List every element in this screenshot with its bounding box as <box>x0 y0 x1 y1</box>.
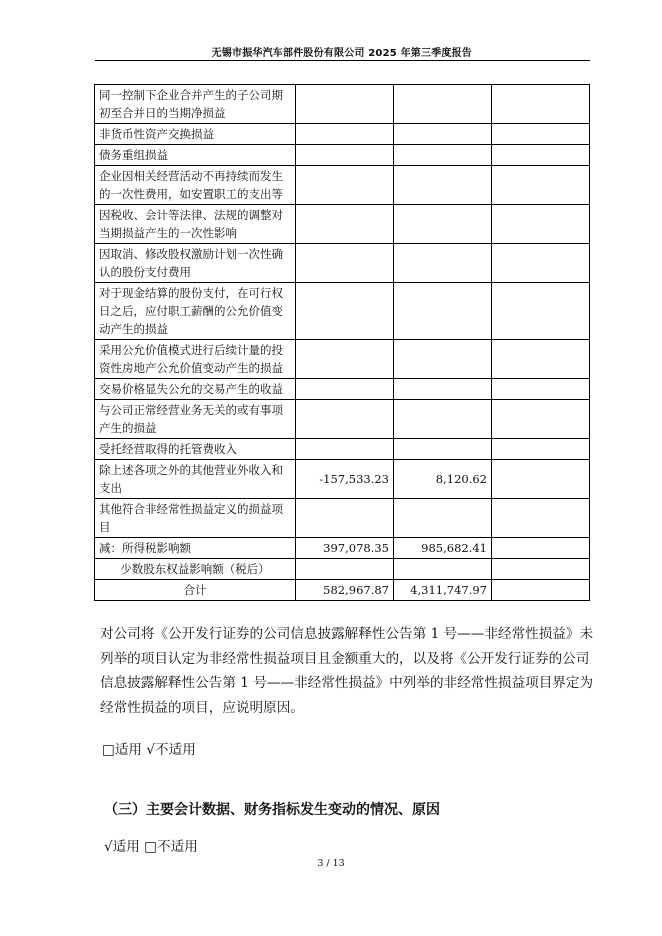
row-label: 企业因相关经营活动不再持续而发生的一次性费用，如安置职工的支出等 <box>95 166 296 205</box>
note-cell <box>492 538 590 559</box>
note-cell <box>492 205 590 244</box>
value-cell-current <box>296 379 394 400</box>
value-cell-ytd <box>394 559 492 580</box>
note-cell <box>492 439 590 460</box>
row-label: 对于现金结算的股份支付，在可行权日之后，应付职工薪酬的公允价值变动产生的损益 <box>95 283 296 340</box>
value-cell-ytd: 8,120.62 <box>394 460 492 499</box>
value-cell-ytd <box>394 145 492 166</box>
table-row <box>95 499 590 538</box>
row-label: 非货币性资产交换损益 <box>95 124 296 145</box>
table-row <box>95 244 590 283</box>
total-label: 合计 <box>95 580 296 601</box>
value-cell-current <box>296 499 394 538</box>
note-cell <box>492 559 590 580</box>
section-heading: （三）主要会计数据、财务指标发生变动的情况、原因 <box>104 802 440 818</box>
value-cell-current <box>296 85 394 124</box>
note-cell <box>492 400 590 439</box>
table-row <box>95 124 590 145</box>
value-cell-current: -157,533.23 <box>296 460 394 499</box>
applicability-option: □适用 √不适用 <box>102 742 196 758</box>
row-label: 与公司正常经营业务无关的或有事项产生的损益 <box>95 400 296 439</box>
value-cell-ytd <box>394 166 492 205</box>
table-row <box>95 460 590 499</box>
table-row <box>95 166 590 205</box>
value-cell-ytd <box>394 85 492 124</box>
note-cell <box>492 166 590 205</box>
table-row <box>95 439 590 460</box>
report-header-title: 无锡市振华汽车部件股份有限公司 2025 年第三季度报告 <box>211 48 472 59</box>
value-cell-current <box>296 283 394 340</box>
non-recurring-items-table <box>94 84 590 601</box>
table-row <box>95 559 590 580</box>
note-cell <box>492 499 590 538</box>
table-row <box>95 379 590 400</box>
row-label: 交易价格显失公允的交易产生的收益 <box>95 379 296 400</box>
row-label: 债务重组损益 <box>95 145 296 166</box>
header-divider <box>95 60 590 61</box>
row-label: 减：所得税影响额 <box>95 538 296 559</box>
note-cell <box>492 283 590 340</box>
value-cell-ytd <box>394 400 492 439</box>
note-cell <box>492 340 590 379</box>
note-cell <box>492 460 590 499</box>
value-cell-current <box>296 439 394 460</box>
note-cell <box>492 379 590 400</box>
value-cell-ytd <box>394 244 492 283</box>
row-label: 因税收、会计等法律、法规的调整对当期损益产生的一次性影响 <box>95 205 296 244</box>
row-label: 除上述各项之外的其他营业外收入和支出 <box>95 460 296 499</box>
table-row <box>95 538 590 559</box>
row-label: 其他符合非经常性损益定义的损益项目 <box>95 499 296 538</box>
value-cell-ytd <box>394 205 492 244</box>
value-cell-current <box>296 340 394 379</box>
row-label: 同一控制下企业合并产生的子公司期初至合并日的当期净损益 <box>95 85 296 124</box>
table-total-row <box>95 580 590 601</box>
row-label: 少数股东权益影响额（税后） <box>95 559 296 580</box>
value-cell-current: 397,078.35 <box>296 538 394 559</box>
table-row <box>95 205 590 244</box>
value-cell-ytd <box>394 499 492 538</box>
page-number: 3 / 13 <box>317 858 345 869</box>
row-label: 因取消、修改股权激励计划一次性确认的股份支付费用 <box>95 244 296 283</box>
total-current: 582,967.87 <box>296 580 394 601</box>
value-cell-current <box>296 205 394 244</box>
table-row <box>95 283 590 340</box>
value-cell-ytd: 985,682.41 <box>394 538 492 559</box>
value-cell-current <box>296 124 394 145</box>
value-cell-ytd <box>394 124 492 145</box>
table-row <box>95 340 590 379</box>
value-cell-current <box>296 166 394 205</box>
table-row <box>95 145 590 166</box>
total-ytd: 4,311,747.97 <box>394 580 492 601</box>
row-label: 采用公允价值模式进行后续计量的投资性房地产公允价值变动产生的损益 <box>95 340 296 379</box>
value-cell-current <box>296 559 394 580</box>
table-row <box>95 400 590 439</box>
table-row <box>95 85 590 124</box>
note-cell <box>492 124 590 145</box>
note-cell <box>492 244 590 283</box>
value-cell-current <box>296 145 394 166</box>
note-cell <box>492 580 590 601</box>
value-cell-ytd <box>394 283 492 340</box>
value-cell-ytd <box>394 340 492 379</box>
note-cell <box>492 85 590 124</box>
note-cell <box>492 145 590 166</box>
applicability-option-2: √适用 □不适用 <box>104 839 198 855</box>
row-label: 受托经营取得的托管费收入 <box>95 439 296 460</box>
value-cell-ytd <box>394 439 492 460</box>
value-cell-current <box>296 244 394 283</box>
value-cell-current <box>296 400 394 439</box>
explanation-paragraph: 对公司将《公开发行证券的公司信息披露解释性公告第 1 号——非经常性损益》未列举的项目认定为非经常性损益项目且金额重大的，以及将《公开发行证券的公司信息披露解释性公告第 1 号——非经常性损益》中列举的非经常性损益项目界定为经常性损益的项目，应说明原因。 <box>100 626 594 716</box>
value-cell-ytd <box>394 379 492 400</box>
